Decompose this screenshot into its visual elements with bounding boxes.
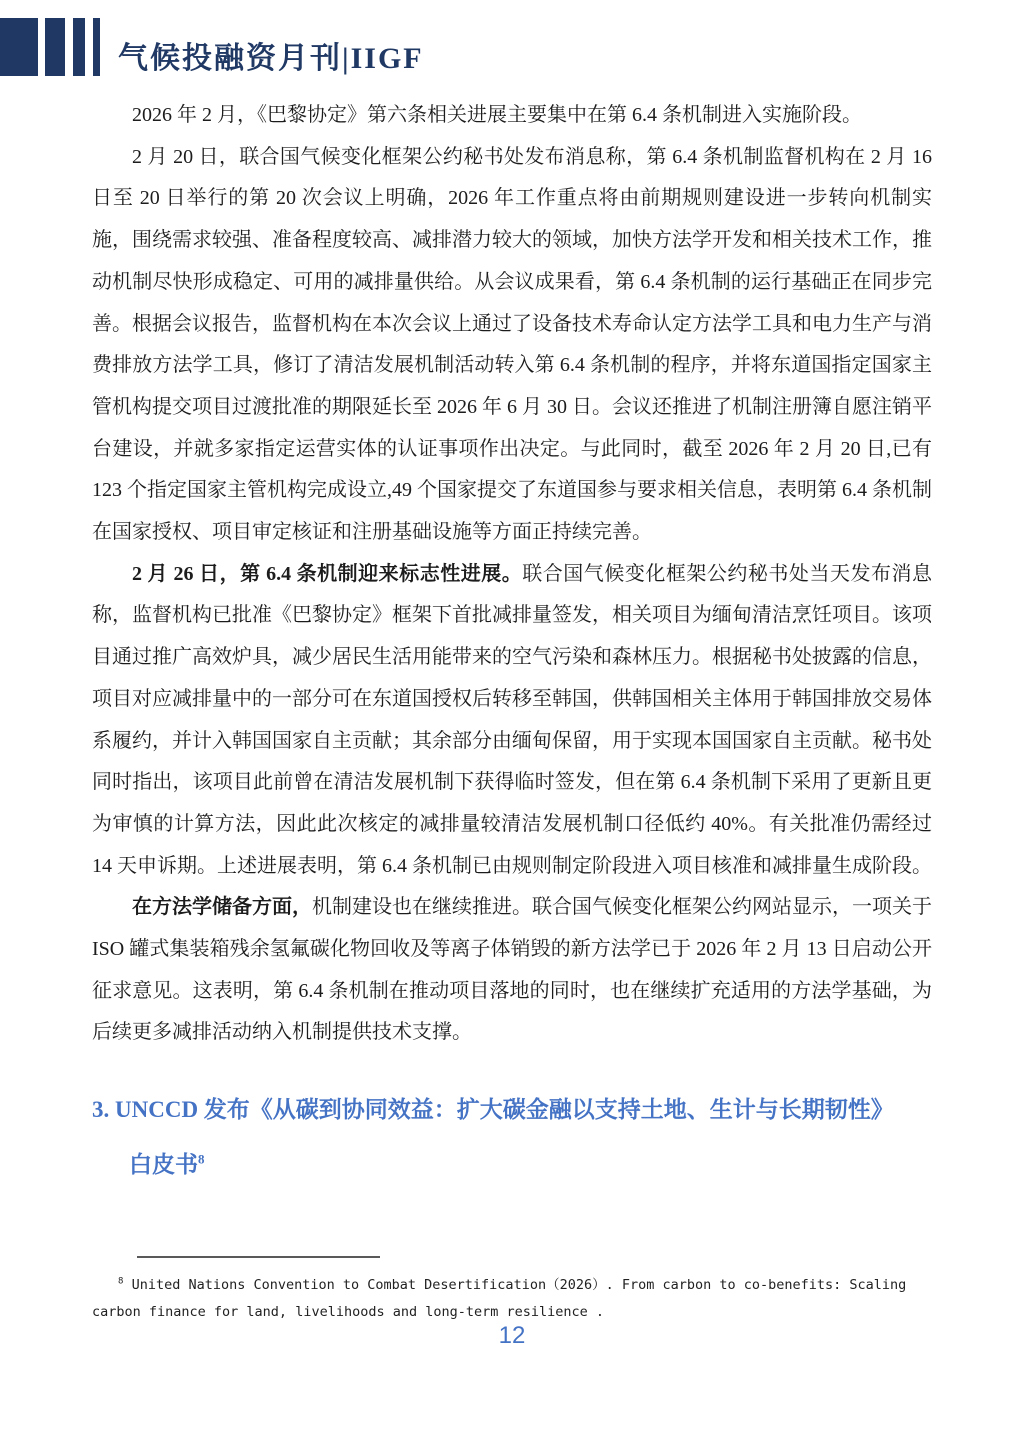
section-heading-line2-text: 白皮书 xyxy=(129,1152,198,1178)
paragraph-methodology-reserve xyxy=(92,887,932,1054)
section-heading-line2 xyxy=(129,1137,932,1192)
footnote-block xyxy=(92,1256,952,1326)
paragraph-overview: 2026 年 2 月，《巴黎协定》第六条相关进展主要集中在第 6.4 条机制进入实施阶段。 xyxy=(132,104,862,126)
page-number: 12 xyxy=(498,1322,526,1349)
footnote-number: 8 xyxy=(118,1276,124,1287)
section-heading-line1: 3. UNCCD 发布《从碳到协同效益：扩大碳金融以支持土地、生计与长期韧性》 xyxy=(92,1097,894,1123)
paragraph-feb26-milestone xyxy=(92,554,932,888)
footnote-line1 xyxy=(92,1272,952,1299)
footnote-line2: carbon finance for land, livelihoods and long-term resilience . xyxy=(92,1304,605,1320)
paragraph-text: 机制建设也在继续推进。联合国气候变化框架公约网站显示，一项关于 ISO 罐式集装箱残余氢氟碳化物回收及等离子体销毁的新方法学已于 2026 年 2 月 13 日启动公开征求意见。这表明，第 6.4 条机制在推动项目落地的同时，也在继续扩充适用的方法学基础，为后续更多减排活动纳入机制提供技术支撑。 xyxy=(92,896,932,1044)
logo-bar-1 xyxy=(0,18,38,76)
paragraph-text: 联合国气候变化框架公约秘书处当天发布消息称，监督机构已批准《巴黎协定》框架下首批减排量签发，相关项目为缅甸清洁烹饪项目。该项目通过推广高效炉具，减少居民生活用能带来的空气污染和森林压力。根据秘书处披露的信息，项目对应减排量中的一部分可在东道国授权后转移至韩国，供韩国相关主体用于韩国排放交易体系履约，并计入韩国国家自主贡献；其余部分由缅甸保留，用于实现本国国家自主贡献。秘书处同时指出，该项目此前曾在清洁发展机制下获得临时签发，但在第 6.4 条机制下采用了更新且更为审慎的计算方法，因此此次核定的减排量较清洁发展机制口径低约 40%。有关批准仍需经过 14 天申诉期。上述进展表明，第 6.4 条机制已由规则制定阶段进入项目核准和减排量生成阶段。 xyxy=(92,562,933,877)
section-heading-unccd xyxy=(92,1082,932,1192)
paragraph-bold-lead: 2 月 26 日，第 6.4 条机制迎来标志性进展。 xyxy=(132,562,523,585)
logo-bar-3 xyxy=(73,18,85,76)
logo-bar-4 xyxy=(93,18,100,76)
journal-title: 气候投融资月刊|IIGF xyxy=(118,42,424,75)
logo-bar-2 xyxy=(45,18,65,76)
footnote-divider xyxy=(137,1256,380,1258)
footnote-citation-text: United Nations Convention to Combat Desertification（2026）. From carbon to co-benefits: Scaling xyxy=(131,1277,907,1293)
footnote-reference-mark: 8 xyxy=(198,1151,205,1167)
paragraph-bold-lead: 在方法学储备方面， xyxy=(132,896,312,919)
iigf-logo xyxy=(0,18,100,76)
article-body xyxy=(92,95,932,1192)
paragraph-feb20-meeting: 2 月 20 日，联合国气候变化框架公约秘书处发布消息称，第 6.4 条机制监督机构在 2 月 16 日至 20 日举行的第 20 次会议上明确，2026 年工作重点将由前期规则建设进一步转向机制实施，围绕需求较强、准备程度较高、减排潜力较大的领域，加快方法学开发和相关技术工作，推动机制尽快形成稳定、可用的减排量供给。从会议成果看，第 6.4 条机制的运行基础正在同步完善。根据会议报告，监督机构在本次会议上通过了设备技术寿命认定方法学工具和电力生产与消费排放方法学工具，修订了清洁发展机制活动转入第 6.4 条机制的程序，并将东道国指定国家主管机构提交项目过渡批准的期限延长至 2026 年 6 月 30 日。会议还推进了机制注册簿自愿注销平台建设，并就多家指定运营实体的认证事项作出决定。与此同时，截至 2026 年 2 月 20 日,已有 123 个指定国家主管机构完成设立,49 个国家提交了东道国参与要求相关信息，表明第 6.4 条机制在国家授权、项目审定核证和注册基础设施等方面正持续完善。 xyxy=(92,145,932,544)
